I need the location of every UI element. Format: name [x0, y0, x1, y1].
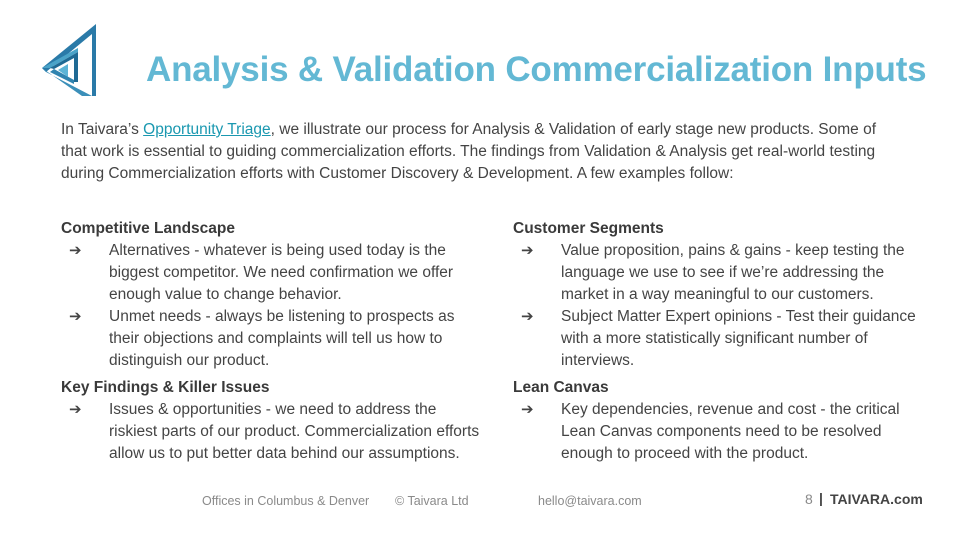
list-item-text: Unmet needs - always be listening to prospects as their objections and complaints will tell us how to distinguish our product.: [109, 308, 455, 369]
section-heading: Competitive Landscape: [61, 220, 235, 237]
arrow-right-icon: ➔: [521, 401, 534, 418]
list-item: [513, 306, 923, 372]
footer-separator: |: [819, 490, 823, 506]
list-item: [61, 240, 481, 306]
section-customer-segments: [513, 218, 923, 372]
list-item-text: Key dependencies, revenue and cost - the critical Lean Canvas components need to be resolved enough to proceed with the product.: [561, 401, 900, 462]
footer-site-link[interactable]: TAIVARA.com: [830, 491, 923, 507]
list-item: [61, 306, 481, 372]
list-item-text: Value proposition, pains & gains - keep testing the language we use to see if we’re addressing the market in a way meaningful to our customers.: [561, 242, 905, 303]
bullet-list: [513, 240, 923, 372]
footer-copyright: © Taivara Ltd: [395, 494, 469, 508]
arrow-right-icon: ➔: [521, 308, 534, 325]
arrow-right-icon: ➔: [69, 308, 82, 325]
list-item-text: Subject Matter Expert opinions - Test their guidance with a more statistically significant number of interviews.: [561, 308, 916, 369]
list-item-text: Issues & opportunities - we need to address the riskiest parts of our product. Commercialization efforts allow us to put better data behind our assumptions.: [109, 401, 480, 462]
right-column: [513, 218, 923, 465]
taivara-logo: [38, 22, 102, 98]
list-item: [61, 399, 481, 465]
list-item-text: Alternatives - whatever is being used today is the biggest competitor. We need confirmation we offer enough value to change behavior.: [109, 242, 454, 303]
section-competitive-landscape: [61, 218, 481, 372]
list-item: [513, 399, 923, 465]
arrow-right-icon: ➔: [69, 242, 82, 259]
bullet-list: [513, 399, 923, 465]
footer-offices: Offices in Columbus & Denver: [202, 494, 370, 508]
section-heading: Customer Segments: [513, 220, 664, 237]
left-column: [61, 218, 481, 465]
intro-prefix: In Taivara’s: [61, 121, 144, 138]
section-heading: Key Findings & Killer Issues: [61, 379, 270, 396]
bullet-list: [61, 240, 481, 372]
page-number: 8: [805, 491, 813, 507]
page-title: Analysis & Validation Commercialization Inputs: [146, 50, 927, 89]
bullet-list: [61, 399, 481, 465]
list-item: [513, 240, 923, 306]
section-key-findings: [61, 377, 481, 465]
intro-suffix: , we illustrate our process for Analysis & Validation of early stage new products. Some of that work is essential to guiding commercialization efforts. The findings from Validation & Analysis get real-world testing during Commercialization efforts with Customer Discovery & Development. A few examples follow:: [61, 121, 877, 182]
opportunity-triage-link[interactable]: Opportunity Triage: [143, 121, 271, 138]
section-heading: Lean Canvas: [513, 379, 609, 396]
section-lean-canvas: [513, 377, 923, 465]
arrow-right-icon: ➔: [69, 401, 82, 418]
arrow-right-icon: ➔: [521, 242, 534, 259]
intro-paragraph: [61, 119, 891, 185]
footer-email[interactable]: hello@taivara.com: [538, 494, 642, 508]
